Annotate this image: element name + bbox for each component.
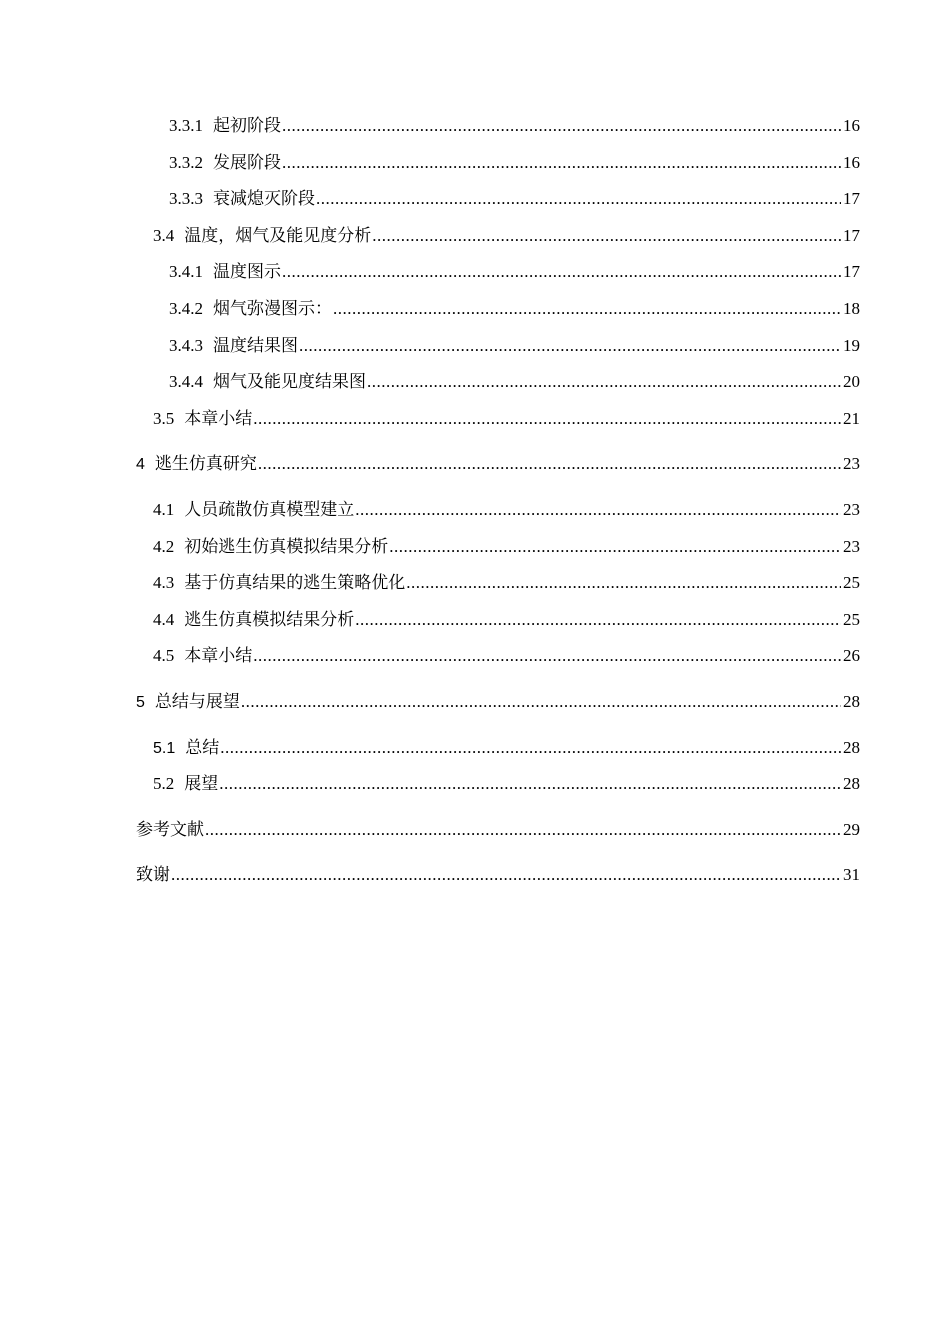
toc-entry-page: 21 [843, 408, 860, 428]
toc-leader-dots [355, 492, 841, 529]
toc-entry-page: 16 [843, 152, 860, 172]
toc-leader-dots [282, 145, 841, 182]
toc-entry-page: 20 [843, 372, 860, 392]
toc-entry-number: 3.4.1 [169, 262, 203, 282]
toc-leader-dots [333, 291, 841, 328]
toc-entry-title: 基于仿真结果的逃生策略优化 [184, 573, 406, 593]
toc-leader-dots [299, 328, 841, 365]
toc-entry[interactable] [136, 108, 860, 145]
toc-entry-number: 4.1 [153, 499, 175, 519]
toc-entry-number: 3.4 [153, 225, 175, 245]
toc-entry-title: 本章小结 [184, 408, 253, 428]
toc-entry-page: 25 [843, 573, 860, 593]
toc-entry[interactable] [136, 181, 860, 218]
toc-entry-title: 初始逃生仿真模拟结果分析 [184, 536, 389, 556]
toc-entry-title: 温度，烟气及能见度分析 [184, 225, 372, 245]
toc-leader-dots [171, 857, 841, 894]
toc-entry[interactable] [136, 291, 860, 328]
table-of-contents [136, 108, 860, 894]
toc-entry-number: 3.4.3 [169, 335, 203, 355]
toc-entry-title: 起初阶段 [213, 116, 281, 135]
toc-entry-page: 16 [843, 116, 860, 135]
toc-entry-number: 5 [136, 693, 145, 711]
toc-entry-page: 29 [843, 819, 860, 839]
toc-entry-page: 17 [843, 225, 860, 245]
toc-leader-dots [253, 638, 841, 675]
toc-entry-page: 28 [843, 737, 860, 757]
toc-entry-number: 3.3.3 [169, 189, 203, 209]
toc-entry-number: 3.4.4 [169, 372, 203, 392]
toc-entry-number: 4 [136, 456, 145, 474]
toc-entry[interactable] [136, 401, 860, 438]
toc-entry-title: 本章小结 [184, 646, 253, 666]
toc-entry-page: 23 [843, 499, 860, 519]
toc-leader-dots [355, 602, 841, 639]
toc-references-entry[interactable] [136, 812, 860, 849]
toc-entry-number: 3.4.2 [169, 298, 203, 318]
toc-leader-dots [219, 766, 841, 803]
toc-entry[interactable] [136, 602, 860, 639]
toc-entry[interactable] [136, 364, 860, 401]
toc-leader-dots [282, 254, 841, 291]
toc-entry-title: 烟气及能见度结果图 [213, 372, 366, 392]
toc-leader-dots [389, 529, 841, 566]
toc-entry-number: 4.4 [153, 609, 175, 629]
toc-entry-page: 26 [843, 646, 860, 666]
toc-entry-number: 4.3 [153, 573, 175, 593]
toc-entry[interactable] [136, 766, 860, 803]
toc-entry-title: 烟气弥漫图示： [213, 298, 332, 318]
toc-leader-dots [253, 401, 841, 438]
toc-acknowledgements-entry[interactable] [136, 857, 860, 894]
toc-entry-number: 4.5 [153, 646, 175, 666]
toc-leader-dots [282, 108, 841, 145]
toc-entry-title: 温度图示 [213, 262, 281, 282]
toc-entry[interactable] [136, 492, 860, 529]
toc-leader-dots [372, 218, 841, 255]
toc-entry-page: 17 [843, 189, 860, 209]
toc-entry-page: 31 [843, 865, 860, 885]
toc-entry[interactable] [136, 328, 860, 365]
toc-entry-page: 23 [843, 454, 860, 474]
toc-leader-dots [220, 730, 841, 767]
toc-entry-number: 5.1 [153, 739, 176, 757]
toc-leader-dots [241, 684, 841, 721]
toc-entry[interactable] [136, 638, 860, 675]
toc-entry-title: 致谢 [136, 865, 170, 885]
toc-entry-number: 3.3.2 [169, 152, 203, 172]
toc-entry[interactable] [136, 730, 860, 767]
toc-entry-number: 3.3.1 [169, 116, 203, 135]
toc-leader-dots [316, 181, 841, 218]
toc-entry[interactable] [136, 218, 860, 255]
toc-entry-title: 发展阶段 [213, 152, 281, 172]
toc-entry-page: 25 [843, 609, 860, 629]
toc-entry[interactable] [136, 529, 860, 566]
toc-entry-page: 18 [843, 298, 860, 318]
toc-entry-title: 人员疏散仿真模型建立 [184, 499, 355, 519]
toc-leader-dots [367, 364, 841, 401]
toc-entry-title: 总结与展望 [154, 691, 240, 711]
toc-entry-page: 19 [843, 335, 860, 355]
toc-entry[interactable] [136, 254, 860, 291]
toc-entry-page: 28 [843, 774, 860, 794]
toc-entry-title: 温度结果图 [213, 335, 298, 355]
toc-entry-number: 5.2 [153, 774, 175, 794]
toc-leader-dots [205, 812, 841, 849]
toc-entry-title: 逃生仿真模拟结果分析 [184, 609, 355, 629]
toc-entry-page: 23 [843, 536, 860, 556]
toc-entry-title: 衰减熄灭阶段 [213, 189, 315, 209]
toc-entry-title: 参考文献 [136, 819, 204, 839]
toc-chapter-entry[interactable] [136, 446, 860, 483]
toc-entry-title: 总结 [185, 737, 220, 757]
toc-entry-number: 4.2 [153, 536, 175, 556]
toc-entry-title: 展望 [184, 774, 219, 794]
toc-entry[interactable] [136, 565, 860, 602]
toc-entry-page: 28 [843, 691, 860, 711]
toc-entry-number: 3.5 [153, 408, 175, 428]
toc-chapter-entry[interactable] [136, 684, 860, 721]
toc-leader-dots [258, 446, 841, 483]
toc-entry-page: 17 [843, 262, 860, 282]
toc-entry-title: 逃生仿真研究 [154, 454, 257, 474]
toc-entry[interactable] [136, 145, 860, 182]
toc-leader-dots [406, 565, 841, 602]
